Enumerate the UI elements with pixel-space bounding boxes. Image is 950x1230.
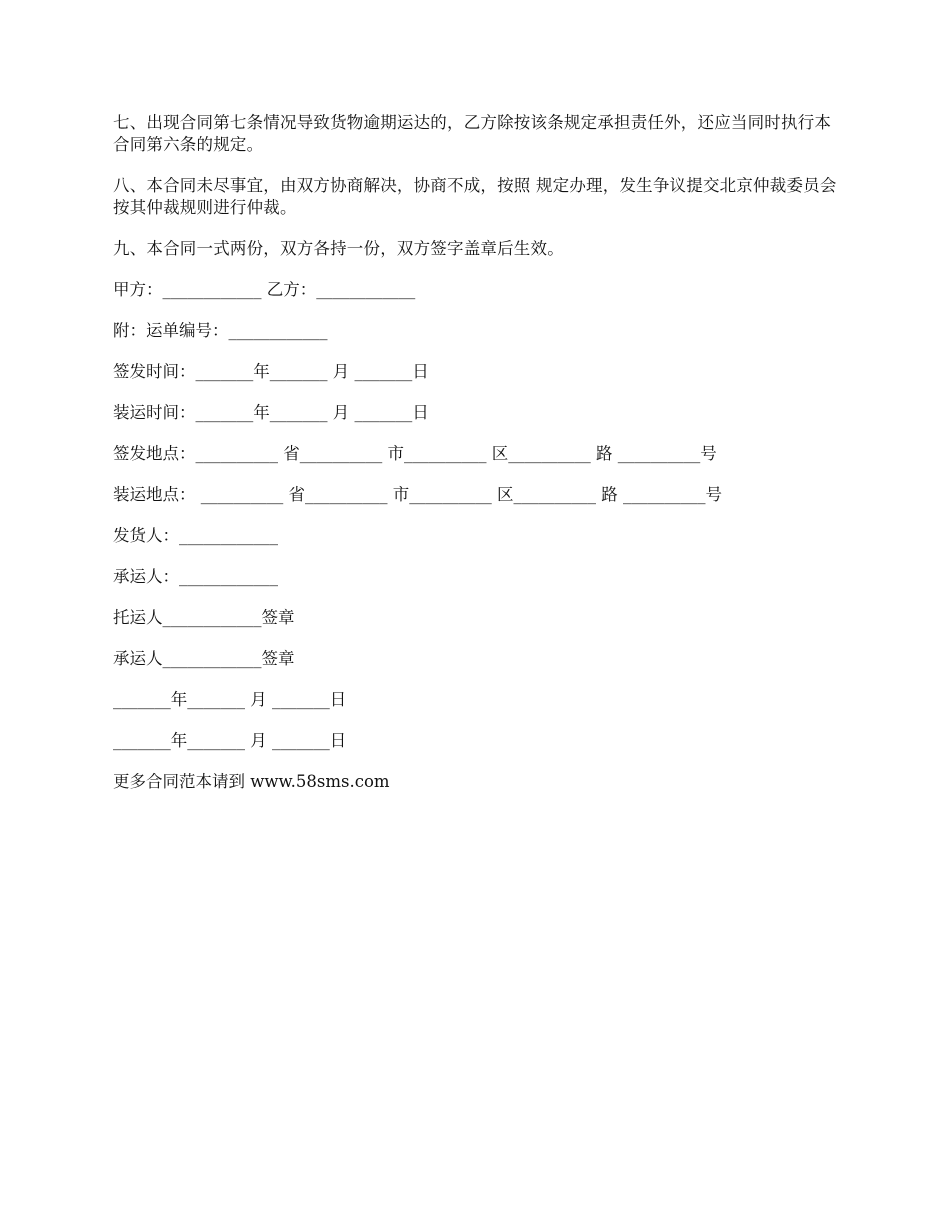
shipper-signature-line: 托运人____________签章 bbox=[113, 608, 295, 627]
clause-7: 七、出现合同第七条情况导致货物逾期运达的，乙方除按该条规定承担责任外，还应当同时执行本合同第六条的规定。 bbox=[113, 113, 832, 154]
load-place-line: 装运地点： __________ 省__________ 市__________ 区__________ 路 __________号 bbox=[113, 485, 722, 504]
clause-8: 八、本合同未尽事宜，由双方协商解决，协商不成，按照 规定办理，发生争议提交北京仲裁委员会按其仲裁规则进行仲裁。 bbox=[113, 176, 837, 217]
issue-place-line: 签发地点：__________ 省__________ 市__________ 区__________ 路 __________号 bbox=[113, 444, 717, 463]
issue-time-line: 签发时间：_______年_______ 月 _______日 bbox=[113, 362, 429, 381]
clause-9: 九、本合同一式两份，双方各持一份，双方签字盖章后生效。 bbox=[113, 239, 564, 258]
waybill-number-line: 附：运单编号：____________ bbox=[113, 321, 328, 340]
contract-page bbox=[113, 112, 843, 793]
date-line-1: _______年_______ 月 _______日 bbox=[113, 690, 347, 709]
consignor-line: 发货人：____________ bbox=[113, 526, 278, 545]
carrier-signature-line: 承运人____________签章 bbox=[113, 649, 295, 668]
load-time-line: 装运时间：_______年_______ 月 _______日 bbox=[113, 403, 429, 422]
date-line-2: _______年_______ 月 _______日 bbox=[113, 731, 347, 750]
parties-line: 甲方：____________ 乙方：____________ bbox=[113, 280, 416, 299]
carrier-line: 承运人：____________ bbox=[113, 567, 278, 586]
footer-more-templates: 更多合同范本请到 www.58sms.com bbox=[113, 772, 390, 791]
